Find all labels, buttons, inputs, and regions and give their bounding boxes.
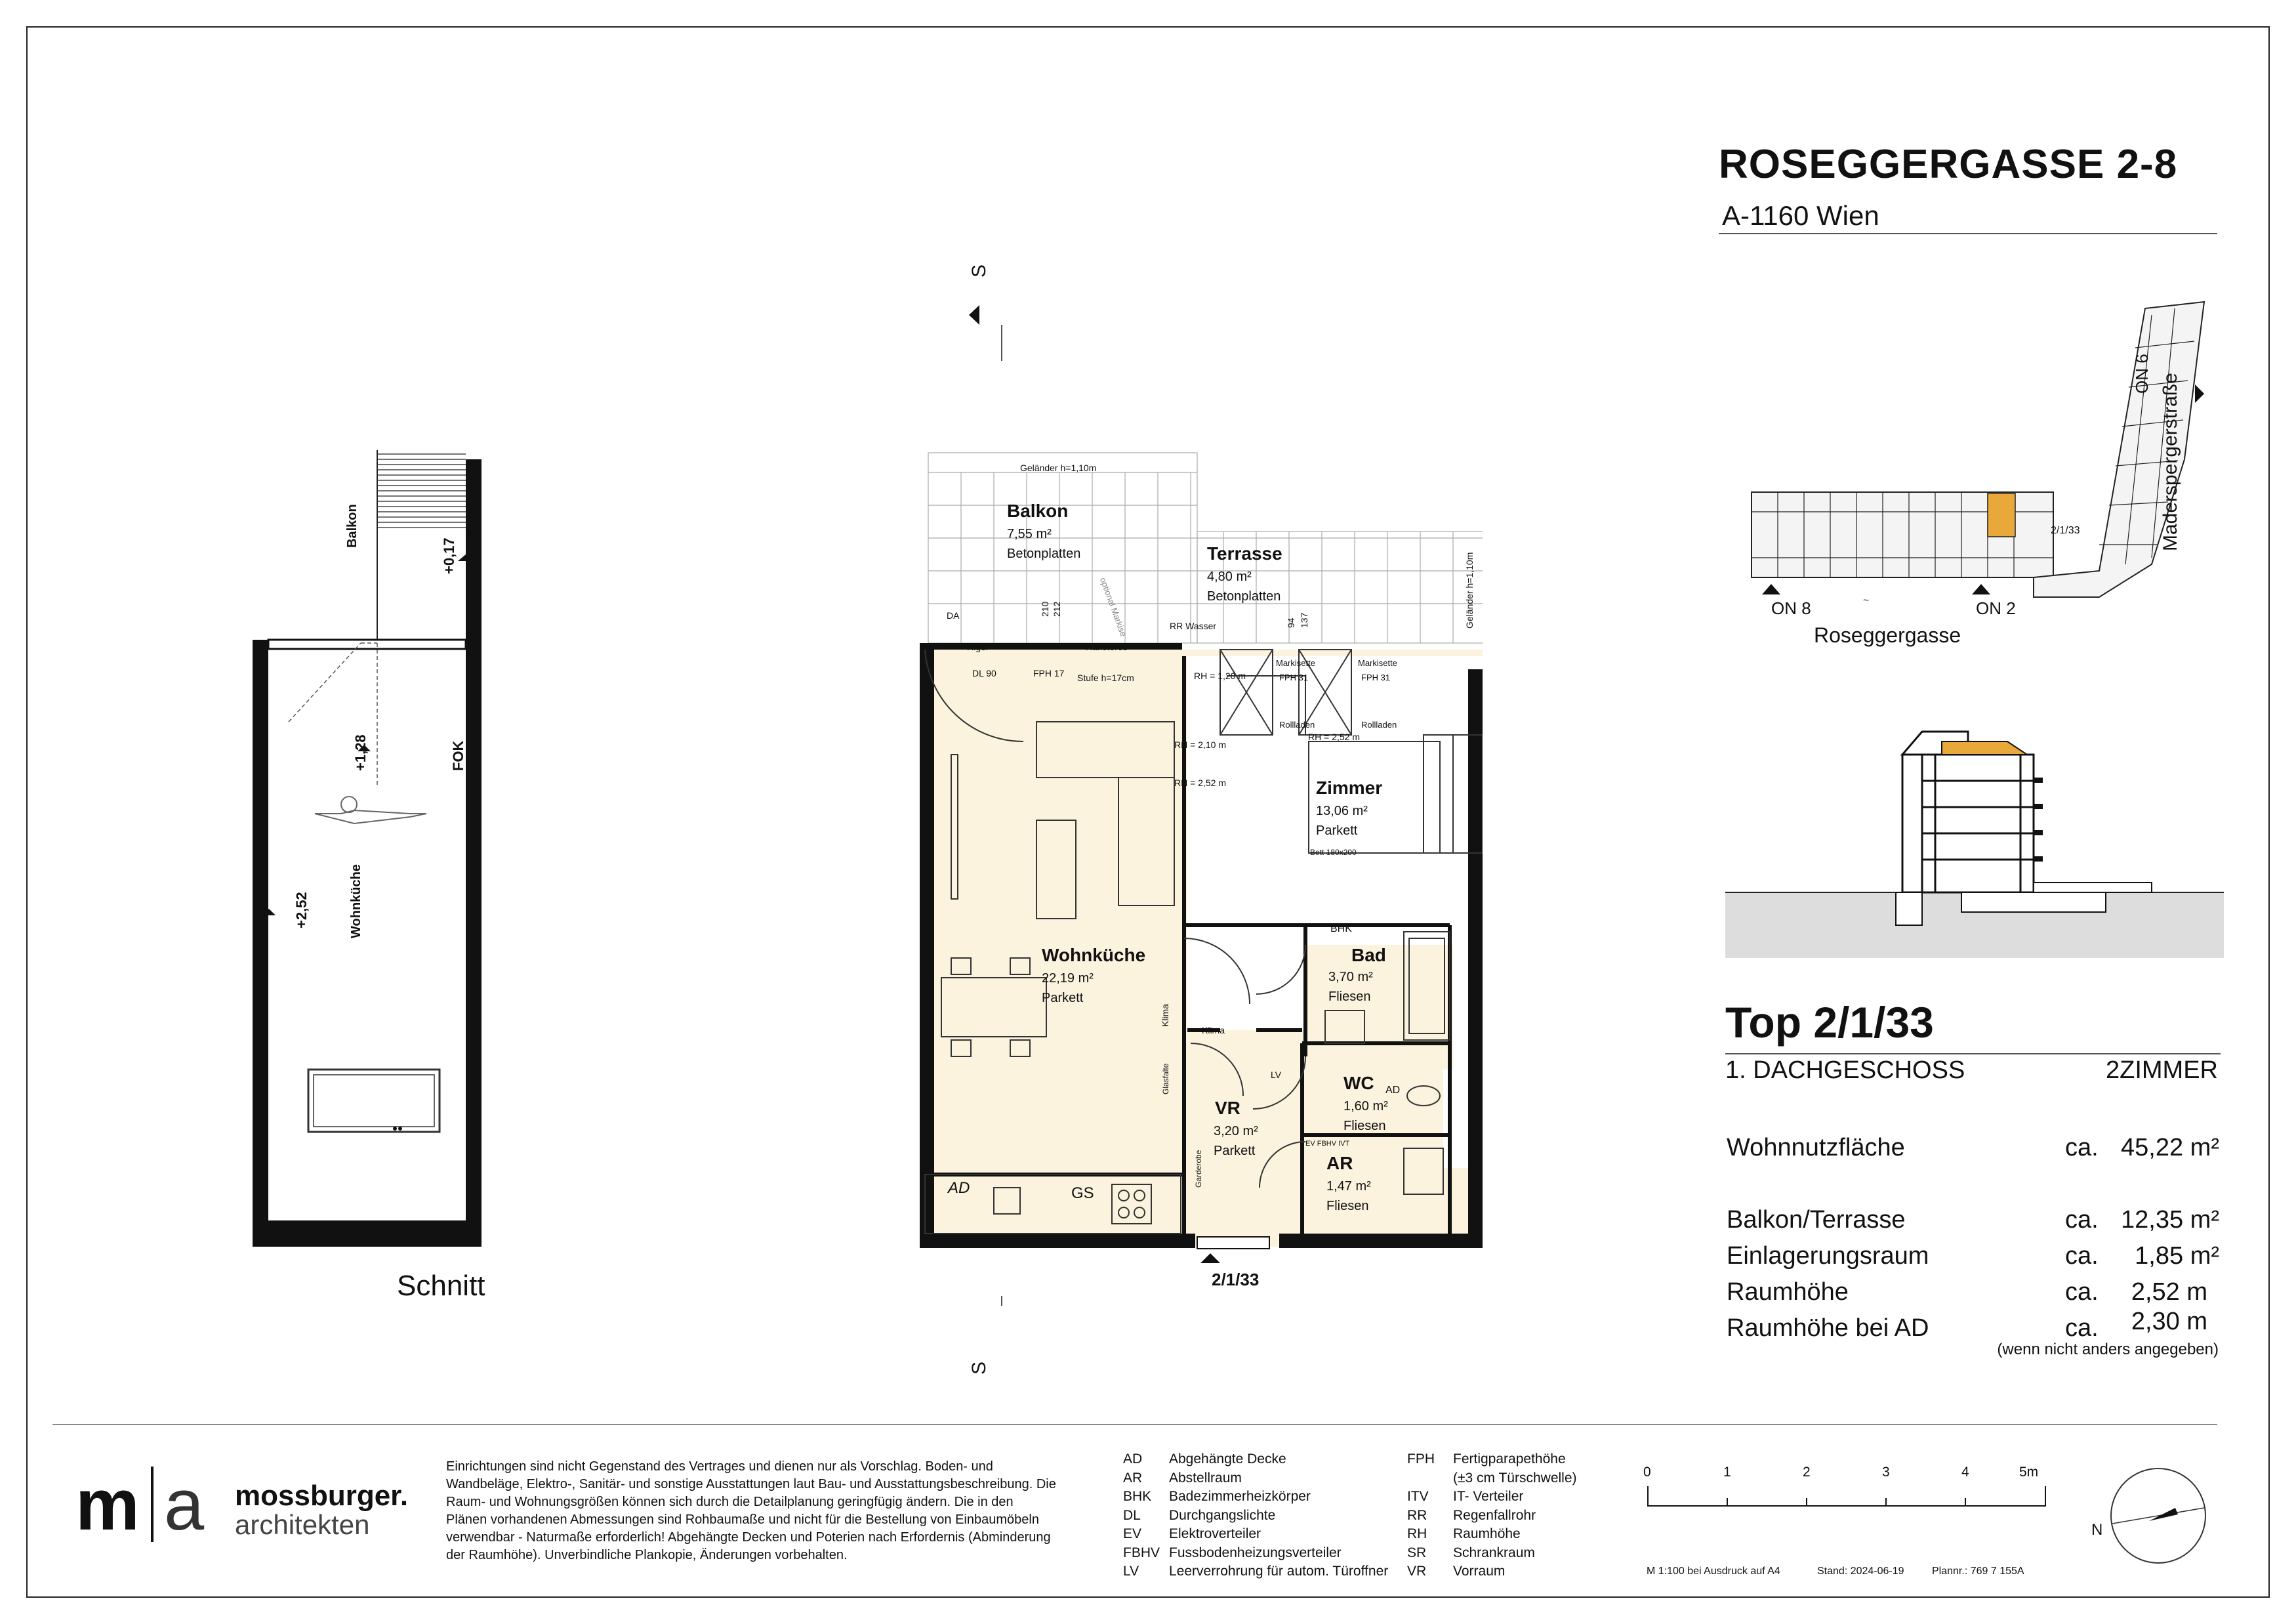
abbr-value: Fertigparapethöhe — [1453, 1451, 1566, 1467]
abbr-row — [1407, 1562, 1577, 1581]
abbr-key: RR — [1407, 1507, 1427, 1523]
room-floor: Parkett — [1214, 1144, 1256, 1158]
abbr-row — [1407, 1544, 1577, 1563]
svg-text:~: ~ — [1863, 595, 1870, 606]
abbr-value: Abgehängte Decke — [1169, 1451, 1286, 1467]
area-ca: ca. — [2065, 1206, 2099, 1234]
section-fok: FOK — [450, 740, 466, 771]
area-value: 2,52 m — [2131, 1278, 2207, 1306]
note-glasfalte: Glasfalte — [1161, 1063, 1170, 1094]
area-label: Balkon/Terrasse — [1727, 1206, 1906, 1234]
room-area: 1,60 m² — [1343, 1099, 1388, 1114]
abbr-row — [1407, 1469, 1577, 1488]
abbr-value: Badezimmerheizkörper — [1169, 1489, 1311, 1504]
area-note: (wenn nicht anders angegeben) — [1997, 1341, 2219, 1358]
abbr-row — [1123, 1562, 1388, 1581]
area-ca: ca. — [2065, 1314, 2099, 1342]
note-dl90: DL 90 — [972, 668, 996, 678]
abbr-row — [1407, 1525, 1577, 1544]
abbr-row — [1123, 1544, 1388, 1563]
room-name: Balkon — [1007, 501, 1069, 521]
disclaimer-text: Einrichtungen sind nicht Gegenstand des Vertrages und dienen nur als Vorschlag. Boden- und Wandbeläge, Elektro-, Sanitär- und sonstige Ausstattungen laut Bau- und Ausstattungsbeschreibung. Die Raum- und Wohnungsgrößen können sich durch die Detailplanung geringfügig ändern. Die in den Plänen vorhandenen Abmessungen sind Rohbaumaße und nicht für die Bestellung von Einbaumöbeln verwendbar - Naturmaße erforderlich! Abgehängte Decken und Poterien nach Erfordernis (Abminderung der Raumhöhe). Unverbindliche Plankopie, Änderungen vorbehalten. — [446, 1459, 1056, 1562]
abbr-key: FBHV — [1123, 1545, 1160, 1560]
note-rollladen-2: Rollladen — [1361, 720, 1397, 730]
scale-bar — [1640, 1480, 2053, 1519]
abbr-row — [1407, 1450, 1577, 1469]
abbr-row — [1123, 1469, 1388, 1488]
site-unit-label: 2/1/33 — [2051, 525, 2080, 536]
abbr-value: Raumhöhe — [1453, 1526, 1521, 1541]
room-floor: Betonplatten — [1007, 547, 1081, 561]
dim-210: 210 — [1040, 601, 1050, 617]
abbr-key: LV — [1123, 1564, 1139, 1579]
note-rh-120: RH = 1,20 m — [1194, 671, 1246, 681]
note-klima-2: Klima — [1202, 1025, 1225, 1035]
north-label: N — [2091, 1521, 2103, 1539]
section-level-017: +0,17 — [441, 537, 457, 574]
note-ev-fbhv-ivt: EV FBHV IVT — [1305, 1140, 1350, 1148]
area-ca: ca. — [2065, 1134, 2099, 1161]
site-marker-on6: ON 6 — [2132, 354, 2152, 394]
unit-divider — [1725, 1053, 2221, 1054]
project-title: ROSEGGERGASSE 2-8 — [1719, 142, 2178, 187]
abbr-key: DL — [1123, 1507, 1141, 1523]
room-area: 3,20 m² — [1214, 1124, 1258, 1138]
section-title: Schnitt — [397, 1270, 485, 1302]
abbr-value: IT- Verteiler — [1453, 1489, 1524, 1504]
note-gelaender-2: Geländer h=1,10m — [1464, 552, 1475, 629]
section-label-wohnkueche: Wohnküche — [349, 864, 363, 938]
abbr-value: Elektroverteiler — [1169, 1526, 1261, 1541]
room-floor: Parkett — [1316, 823, 1358, 838]
note-gelaender-1: Geländer h=1,10m — [1020, 463, 1097, 473]
area-label: Einlagerungsraum — [1727, 1242, 1929, 1270]
note-bhk: BHK — [1330, 923, 1352, 934]
abbr-value: Vorraum — [1453, 1564, 1506, 1579]
plan-date: Stand: 2024-06-19 — [1817, 1566, 1904, 1577]
room-area: 3,70 m² — [1328, 970, 1373, 984]
abbreviations-right — [1407, 1450, 1577, 1581]
note-stufe: Stufe h=17cm — [1077, 673, 1134, 683]
room-floor: Fliesen — [1326, 1199, 1369, 1213]
abbr-key: FPH — [1407, 1451, 1435, 1467]
room-area: 13,06 m² — [1316, 804, 1368, 818]
section-level-128: +1,28 — [352, 734, 369, 771]
note-markisette-1: Markisette — [1276, 658, 1315, 668]
abbr-key: ITV — [1407, 1489, 1429, 1504]
dim-137: 137 — [1299, 612, 1309, 628]
note-rh-252: RH = 2,52 m — [1174, 778, 1226, 788]
area-value: 12,35 m² — [2121, 1206, 2219, 1234]
note-fph31-1: FPH 31 — [1279, 673, 1309, 682]
room-floor: Fliesen — [1343, 1119, 1386, 1133]
note-fph31-2: FPH 31 — [1361, 673, 1391, 682]
street-maderspergerstrasse: Maderspergerstraße — [2160, 373, 2181, 551]
note-rh-252b: RH = 2,52 m — [1308, 732, 1360, 742]
note-lv: LV — [1271, 1070, 1282, 1080]
scale-tick: 5m — [2019, 1465, 2039, 1480]
abbr-value: Schrankraum — [1453, 1545, 1535, 1560]
abbr-value: Durchgangslichte — [1169, 1507, 1276, 1523]
brand-logo-a: a — [164, 1465, 205, 1545]
area-ca: ca. — [2065, 1278, 2099, 1306]
abbr-row — [1123, 1525, 1388, 1544]
unit-floor: 1. DACHGESCHOSS — [1725, 1056, 1965, 1084]
brand-logo-bar — [151, 1467, 154, 1542]
room-floor: Fliesen — [1328, 989, 1371, 1004]
site-marker-on8: ON 8 — [1771, 598, 1811, 618]
header-divider — [1719, 233, 2217, 234]
scale-tick: 3 — [1882, 1465, 1890, 1480]
abbreviations-left — [1123, 1450, 1388, 1581]
room-name: Wohnküche — [1042, 945, 1146, 965]
room-floor: Parkett — [1042, 991, 1084, 1005]
room-name: AR — [1326, 1153, 1353, 1173]
brand-name: mossburger. — [235, 1480, 409, 1512]
section-label-balkon: Balkon — [345, 504, 359, 548]
note-bett: Bett 180x200 — [1310, 848, 1357, 857]
note-rigol: Rigol — [967, 642, 988, 652]
room-name: Zimmer — [1316, 778, 1383, 798]
area-label: Raumhöhe — [1727, 1278, 1849, 1306]
dim-94: 94 — [1286, 617, 1296, 628]
note-raffstores: Raffstores — [1086, 642, 1128, 652]
note-klima-1: Klima — [1160, 1003, 1170, 1027]
area-ca: ca. — [2065, 1242, 2099, 1270]
abbr-key: SR — [1407, 1545, 1427, 1560]
note-garderobe: Garderobe — [1194, 1150, 1203, 1188]
plan-number: Plannr.: 769 7 155A — [1932, 1566, 2024, 1577]
abbr-row — [1123, 1507, 1388, 1526]
abbr-key: VR — [1407, 1564, 1427, 1579]
section-drawing — [249, 446, 512, 1247]
abbr-key: AR — [1123, 1470, 1143, 1486]
note-rollladen-1: Rollladen — [1279, 720, 1315, 730]
unit-top: Top 2/1/33 — [1725, 998, 1934, 1047]
abbr-row — [1123, 1450, 1388, 1469]
north-arrow-icon — [2106, 1463, 2211, 1568]
scale-tick: 0 — [1643, 1465, 1651, 1480]
site-marker-on2: ON 2 — [1976, 598, 2016, 618]
brand-subtitle: architekten — [235, 1509, 370, 1540]
note-optional-markise: optional Markise — [1097, 576, 1129, 638]
area-value: 2,30 m — [2131, 1308, 2207, 1335]
area-value: 45,22 m² — [2121, 1134, 2219, 1161]
room-name: Bad — [1351, 945, 1386, 965]
note-rr-wasser: RR Wasser — [1170, 621, 1217, 631]
room-area: 4,80 m² — [1207, 570, 1252, 584]
entrance-label: 2/1/33 — [1212, 1270, 1260, 1289]
area-label: Wohnnutzfläche — [1727, 1134, 1905, 1161]
footer-divider — [52, 1424, 2217, 1425]
room-area: 22,19 m² — [1042, 971, 1094, 986]
abbr-key: AD — [1123, 1451, 1143, 1467]
abbr-key: RH — [1407, 1526, 1427, 1541]
abbr-key: EV — [1123, 1526, 1142, 1541]
section-marker-bottom: S — [968, 1361, 990, 1375]
unit-rooms: 2ZIMMER — [2106, 1056, 2218, 1084]
abbr-row — [1407, 1488, 1577, 1507]
note-fph17: FPH 17 — [1033, 668, 1065, 678]
abbr-value: Regenfallrohr — [1453, 1507, 1536, 1523]
abbr-key: BHK — [1123, 1489, 1152, 1504]
note-gs: GS — [1071, 1184, 1094, 1202]
scale-tick: 4 — [1961, 1465, 1969, 1480]
note-da: DA — [947, 610, 960, 621]
room-area: 1,47 m² — [1326, 1179, 1371, 1194]
area-value: 1,85 m² — [2135, 1242, 2219, 1270]
scale-tick: 2 — [1803, 1465, 1811, 1480]
room-name: VR — [1215, 1098, 1240, 1118]
abbr-value: Leerverrohrung für autom. Türoffner — [1169, 1564, 1389, 1579]
note-ad-kitchen: AD — [948, 1179, 970, 1197]
abbr-row — [1407, 1507, 1577, 1526]
section-level-252: +2,52 — [293, 892, 310, 928]
print-note: M 1:100 bei Ausdruck auf A4 — [1647, 1566, 1780, 1577]
room-floor: Betonplatten — [1207, 589, 1281, 604]
abbr-value: Fussbodenheizungsverteiler — [1169, 1545, 1342, 1560]
abbr-key — [1407, 1469, 1453, 1488]
area-label: Raumhöhe bei AD — [1727, 1314, 1929, 1342]
brand-logo-m: m — [75, 1465, 140, 1545]
room-name: Terrasse — [1207, 543, 1282, 564]
street-roseggergasse: Roseggergasse — [1814, 623, 1961, 647]
scale-tick: 1 — [1723, 1465, 1731, 1480]
project-city: A-1160 Wien — [1722, 200, 1879, 231]
unit-highlight — [1988, 493, 2015, 537]
note-rh-210: RH = 2,10 m — [1174, 739, 1226, 750]
note-markisette-2: Markisette — [1358, 658, 1397, 668]
note-ad-wc: AD — [1385, 1085, 1401, 1096]
room-area: 7,55 m² — [1007, 527, 1052, 541]
section-marker-top: S — [968, 264, 990, 278]
abbr-value: Abstellraum — [1169, 1470, 1242, 1486]
abbr-value: (±3 cm Türschwelle) — [1453, 1470, 1577, 1486]
building-section — [1725, 715, 2224, 958]
dim-212: 212 — [1052, 601, 1062, 617]
room-name: WC — [1343, 1073, 1374, 1093]
abbr-row — [1123, 1488, 1388, 1507]
